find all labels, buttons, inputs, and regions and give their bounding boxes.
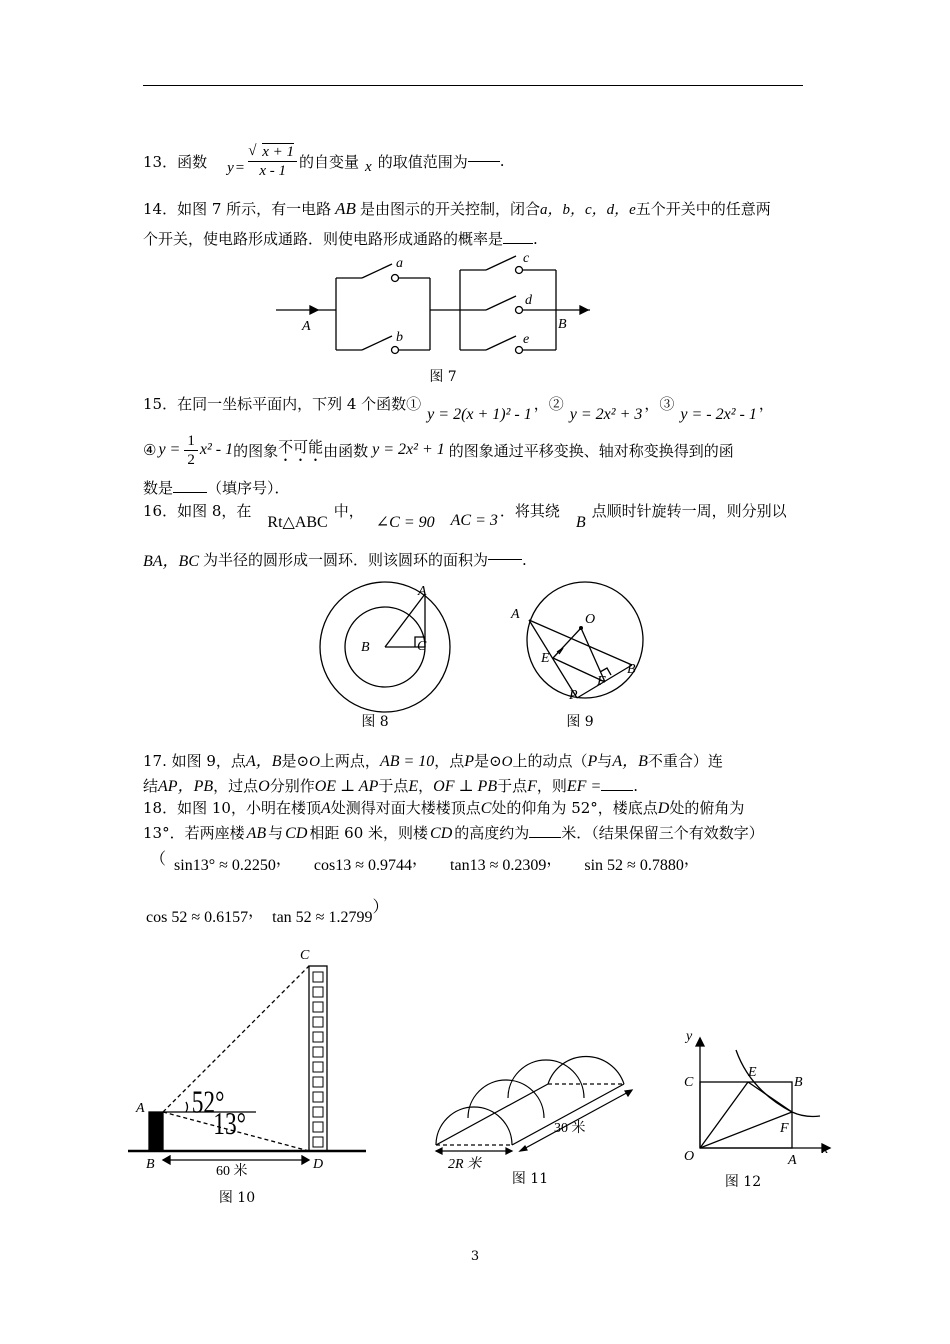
figure-10-caption: 图 10 xyxy=(218,1190,256,1206)
fig10-angle-13: 13° xyxy=(213,1105,247,1141)
fig12-label-x: x xyxy=(822,1142,829,1157)
fig7-label-b: b xyxy=(396,330,403,345)
question-17-line-1: 17. 如图 9，点A，B是⊙O上两点，AB = 10，点P是⊙O上的动点（P与A，B不重合）连 xyxy=(143,752,723,770)
figure-9-caption: 图 9 xyxy=(566,714,594,730)
figure-7-circuit xyxy=(270,248,600,378)
question-15-line-1: 15．在同一坐标平面内，下列 4 个函数① y = 2(x + 1)² - 1 ，② y = 2x² + 3 ，③ y = - 2x² - 1 ， xyxy=(143,395,774,423)
question-16-line-1: 16．如图 8，在 Rt△ABC 中， ∠C = 90 AC = 3 ．将其绕 B 点顺时针旋转一周，则分别以 xyxy=(143,502,787,531)
figure-10 xyxy=(126,942,376,1182)
fig8-label-B: B xyxy=(361,640,370,655)
fig10-label-D: D xyxy=(313,1157,324,1172)
figure-9 xyxy=(505,575,655,715)
fig8-label-A: A xyxy=(418,584,427,599)
question-18-line-1: 18．如图 10，小明在楼顶A处测得对面大楼楼顶点C处的仰角为 52°，楼底点D处的俯角为 xyxy=(143,799,745,817)
question-18-trig-values-2: cos 52 ≈ 0.6157， tan 52 ≈ 1.2799） xyxy=(146,899,389,926)
figure-7-caption: 图 7 xyxy=(429,369,457,385)
figure-11 xyxy=(428,1040,638,1180)
fig12-label-C: C xyxy=(684,1075,694,1090)
fig12-label-y: y xyxy=(686,1029,693,1044)
figure-12 xyxy=(670,1020,840,1175)
fig7-label-A: A xyxy=(302,319,311,334)
question-15-line-2: ④ y = $\frac{1}{2}$ x² - 1 的图象 不可能 由函数 y = 2x² + 1 的图象通过平移变换、轴对称变换得到的函 xyxy=(143,432,734,468)
fig10-distance: 60 米 xyxy=(216,1164,248,1179)
fig12-label-E: E xyxy=(748,1065,757,1080)
fig7-label-B: B xyxy=(558,317,567,332)
fig9-label-O: O xyxy=(585,612,596,627)
question-14-line-2: 个开关，使电路形成通路．则使电路形成通路的概率是 . xyxy=(143,230,538,248)
question-14-line-1: 14．如图 7 所示，有一电路 AB 是由图示的开关控制，闭合a，b，c，d，e五个开关中的任意两 xyxy=(143,199,771,218)
question-15-line-3: 数是 （填序号）． xyxy=(143,479,290,497)
question-13: 13． 函数 y = √ x + 1 x - 1 的自变量 x 的取值范围为 . xyxy=(143,142,505,179)
figure-11-caption: 图 11 xyxy=(511,1171,549,1187)
fig9-label-B: B xyxy=(627,662,636,677)
fig7-label-c: c xyxy=(523,251,530,266)
building-windows xyxy=(313,972,323,1147)
fig7-label-a: a xyxy=(396,256,403,271)
fig11-width: 2R 米 xyxy=(448,1157,482,1172)
fig10-angle-52: 52° xyxy=(191,1084,225,1120)
fig12-label-B: B xyxy=(794,1075,803,1090)
fig10-label-C: C xyxy=(300,948,310,963)
header-rule xyxy=(143,85,803,86)
figure-8 xyxy=(315,575,465,715)
fig9-label-P: P xyxy=(569,688,578,703)
fig7-label-e: e xyxy=(523,332,530,347)
fig12-label-F: F xyxy=(780,1121,789,1136)
fig9-label-A: A xyxy=(511,607,520,622)
figure-8-caption: 图 8 xyxy=(361,714,389,730)
question-18-line-2: 13°．若两座楼 AB 与 CD 相距 60 米，则楼 CD 的高度约为 米．（结果保留三个有效数字） xyxy=(143,824,764,842)
question-16-line-2: BA，BC 为半径的圆形成一圆环．则该圆环的面积为 . xyxy=(143,550,527,570)
fig10-label-B: B xyxy=(146,1157,155,1172)
fig7-label-d: d xyxy=(525,293,532,308)
fig12-label-A: A xyxy=(788,1153,797,1168)
fig8-label-C: C xyxy=(417,639,427,654)
fig9-label-E: E xyxy=(541,651,550,666)
fig11-length: 30 米 xyxy=(554,1121,586,1136)
question-18-trig-values-1: （ sin13° ≈ 0.2250， cos13 ≈ 0.9744， tan13 ≈ 0.2309， sin 52 ≈ 0.7880， xyxy=(150,851,700,874)
figure-12-caption: 图 12 xyxy=(724,1174,762,1190)
fig9-label-F: F xyxy=(597,674,606,689)
fig12-label-O: O xyxy=(684,1149,695,1164)
page-number: 3 xyxy=(470,1249,480,1264)
fig10-label-A: A xyxy=(136,1101,145,1116)
question-17-line-2: 结AP，PB，过点O分别作OE ⊥ AP于点E，OF ⊥ PB于点F，则EF = . xyxy=(143,777,639,795)
